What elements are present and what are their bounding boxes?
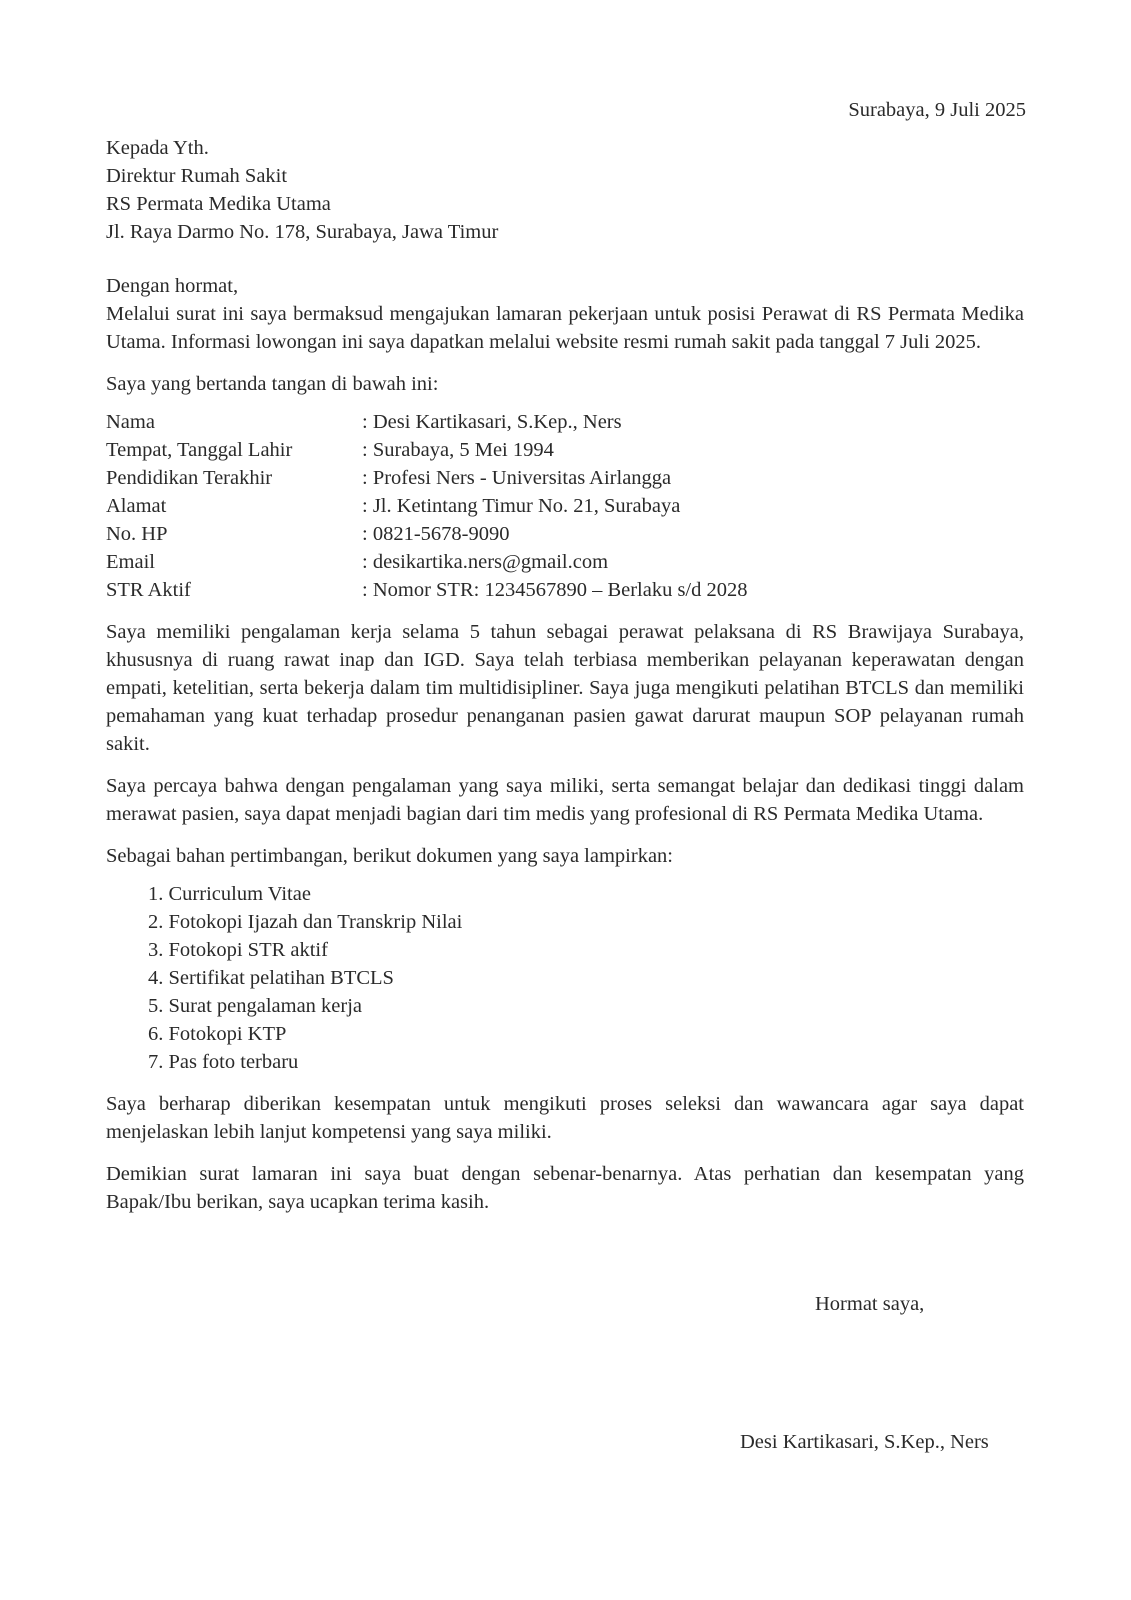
attachments-intro: Sebagai bahan pertimbangan, berikut dokumen yang saya lampirkan:	[106, 845, 673, 867]
confidence-paragraph: Saya percaya bahwa dengan pengalaman yang saya miliki, serta semangat belajar dan dedikasi tinggi dalam merawat pasien, saya dapat menjadi bagian dari tim medis yang profesional di RS Permata Medika Utama.	[106, 775, 1024, 825]
identity-label: STR Aktif	[106, 579, 191, 601]
identity-table	[106, 408, 1024, 604]
identity-value: : Nomor STR: 1234567890 – Berlaku s/d 2028	[362, 579, 748, 601]
experience-paragraph: Saya memiliki pengalaman kerja selama 5 tahun sebagai perawat pelaksana di RS Brawijaya Surabaya, khususnya di ruang rawat inap dan IGD. Saya telah terbiasa memberikan pelayanan keperawatan dengan empati, ketelitian, serta bekerja dalam tim multidisipliner. Saya juga mengikuti pelatihan BTCLS dan memiliki pemahaman yang kuat terhadap prosedur penanganan pasien gawat darurat maupun SOP pelayanan rumah sakit.	[106, 621, 1024, 755]
identity-value: : Profesi Ners - Universitas Airlangga	[362, 467, 672, 489]
list-item: 7. Pas foto terbaru	[148, 1051, 299, 1073]
identity-intro: Saya yang bertanda tangan di bawah ini:	[106, 373, 439, 395]
hope-paragraph: Saya berharap diberikan kesempatan untuk mengikuti proses seleksi dan wawancara agar saya dapat menjelaskan lebih lanjut kompetensi yang saya miliki.	[106, 1093, 1024, 1143]
recipient-line: Jl. Raya Darmo No. 178, Surabaya, Jawa Timur	[106, 221, 499, 243]
letter-body	[106, 272, 1024, 1216]
recipient-line: Direktur Rumah Sakit	[106, 165, 288, 187]
identity-value: : Jl. Ketintang Timur No. 21, Surabaya	[362, 495, 681, 517]
recipient-line: RS Permata Medika Utama	[106, 193, 331, 215]
list-item: 3. Fotokopi STR aktif	[148, 939, 328, 961]
identity-label: Alamat	[106, 495, 167, 517]
list-item: 5. Surat pengalaman kerja	[148, 995, 363, 1017]
list-item: 2. Fotokopi Ijazah dan Transkrip Nilai	[148, 911, 463, 933]
signer-name: Desi Kartikasari, S.Kep., Ners	[740, 1431, 989, 1453]
greeting: Dengan hormat,	[106, 275, 239, 297]
recipient-block	[106, 134, 498, 246]
identity-value: : 0821-5678-9090	[362, 523, 510, 545]
identity-value: : Surabaya, 5 Mei 1994	[362, 439, 554, 461]
identity-label: Pendidikan Terakhir	[106, 467, 273, 489]
closing-salutation: Hormat saya,	[815, 1293, 925, 1315]
intro-paragraph: Melalui surat ini saya bermaksud mengajukan lamaran pekerjaan untuk posisi Perawat di RS Permata Medika Utama. Informasi lowongan ini saya dapatkan melalui website resmi rumah sakit pada tanggal 7 Juli 2025.	[106, 303, 1024, 353]
identity-label: No. HP	[106, 523, 168, 545]
place-date: Surabaya, 9 Juli 2025	[848, 99, 1026, 121]
identity-value: : Desi Kartikasari, S.Kep., Ners	[362, 411, 622, 433]
recipient-line: Kepada Yth.	[106, 137, 209, 159]
list-item: 1. Curriculum Vitae	[148, 883, 311, 905]
identity-label: Email	[106, 551, 155, 573]
list-item: 6. Fotokopi KTP	[148, 1023, 287, 1045]
attachments-list	[106, 880, 1024, 1076]
identity-label: Nama	[106, 411, 155, 433]
list-item: 4. Sertifikat pelatihan BTCLS	[148, 967, 394, 989]
identity-value: : desikartika.ners@gmail.com	[362, 551, 609, 573]
closing-paragraph: Demikian surat lamaran ini saya buat dengan sebenar-benarnya. Atas perhatian dan kesempatan yang Bapak/Ibu berikan, saya ucapkan terima kasih.	[106, 1163, 1024, 1213]
identity-label: Tempat, Tanggal Lahir	[106, 439, 293, 461]
